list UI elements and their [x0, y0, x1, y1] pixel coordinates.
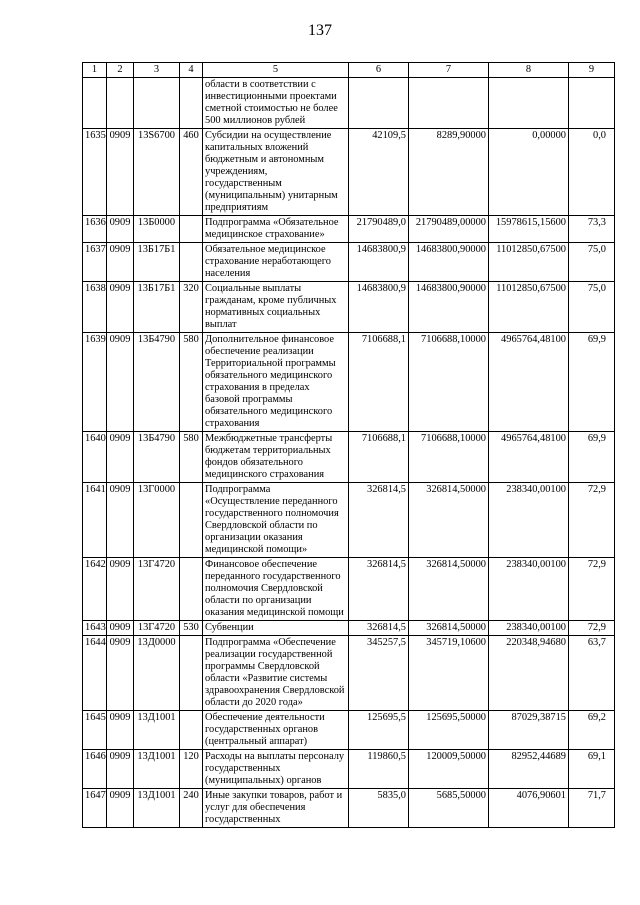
planned-amount-cell: 326814,5 [349, 558, 409, 621]
expense-type-cell [180, 216, 203, 243]
description-cell: Подпрограмма «Обеспечение реализации государственной программы Свердловской области «Развитие системы здравоохранения Свердловской области до 2020 года» [203, 636, 349, 711]
adjusted-amount-cell: 326814,50000 [409, 621, 489, 636]
executed-amount-cell [489, 78, 569, 129]
row-number-cell: 1647 [83, 789, 107, 828]
target-article-cell: 13Г4720 [134, 621, 180, 636]
section-code-cell: 0909 [107, 216, 134, 243]
executed-amount-cell: 4965764,48100 [489, 432, 569, 483]
row-number-cell: 1641 [83, 483, 107, 558]
section-code-cell: 0909 [107, 333, 134, 432]
description-cell: Иные закупки товаров, работ и услуг для обеспечения государственных [203, 789, 349, 828]
target-article-cell [134, 78, 180, 129]
executed-amount-cell: 0,00000 [489, 129, 569, 216]
table-header-row [83, 63, 615, 78]
target-article-cell: 13Б4790 [134, 333, 180, 432]
adjusted-amount-cell: 5685,50000 [409, 789, 489, 828]
description-cell: Финансовое обеспечение переданного государственного полномочия Свердловской области по организации оказания медицинской помощи [203, 558, 349, 621]
expense-type-cell: 320 [180, 282, 203, 333]
adjusted-amount-cell: 14683800,90000 [409, 282, 489, 333]
page-number: 137 [308, 22, 332, 39]
executed-amount-cell: 238340,00100 [489, 483, 569, 558]
planned-amount-cell: 21790489,0 [349, 216, 409, 243]
section-code-cell [107, 78, 134, 129]
target-article-cell: 13Д1001 [134, 750, 180, 789]
column-header: 4 [180, 63, 203, 78]
table-row [83, 78, 615, 129]
row-number-cell: 1644 [83, 636, 107, 711]
adjusted-amount-cell: 120009,50000 [409, 750, 489, 789]
row-number-cell: 1642 [83, 558, 107, 621]
percent-cell: 63,7 [569, 636, 615, 711]
adjusted-amount-cell: 21790489,00000 [409, 216, 489, 243]
table-row [83, 216, 615, 243]
section-code-cell: 0909 [107, 789, 134, 828]
planned-amount-cell: 326814,5 [349, 483, 409, 558]
adjusted-amount-cell: 345719,10600 [409, 636, 489, 711]
row-number-cell [83, 78, 107, 129]
description-cell: Субвенции [203, 621, 349, 636]
description-cell: Межбюджетные трансферты бюджетам территориальных фондов обязательного медицинского страхования [203, 432, 349, 483]
description-cell: Дополнительное финансовое обеспечение реализации Территориальной программы обязательного медицинского страхования в пределах базовой программы обязательного медицинского страхования [203, 333, 349, 432]
description-cell: области в соответствии с инвестиционными проектами сметной стоимостью не более 500 миллионов рублей [203, 78, 349, 129]
description-cell: Подпрограмма «Обязательное медицинское страхование» [203, 216, 349, 243]
percent-cell: 69,9 [569, 333, 615, 432]
planned-amount-cell: 42109,5 [349, 129, 409, 216]
planned-amount-cell: 14683800,9 [349, 282, 409, 333]
section-code-cell: 0909 [107, 282, 134, 333]
planned-amount-cell: 119860,5 [349, 750, 409, 789]
percent-cell: 75,0 [569, 243, 615, 282]
percent-cell: 69,9 [569, 432, 615, 483]
target-article-cell: 13S6700 [134, 129, 180, 216]
expense-type-cell: 530 [180, 621, 203, 636]
planned-amount-cell [349, 78, 409, 129]
row-number-cell: 1640 [83, 432, 107, 483]
target-article-cell: 13Б0000 [134, 216, 180, 243]
percent-cell: 72,9 [569, 558, 615, 621]
planned-amount-cell: 14683800,9 [349, 243, 409, 282]
description-cell: Субсидии на осуществление капитальных вложений бюджетным и автономным учреждениям, государственным (муниципальным) унитарным предприятиям [203, 129, 349, 216]
executed-amount-cell: 82952,44689 [489, 750, 569, 789]
planned-amount-cell: 125695,5 [349, 711, 409, 750]
expense-type-cell: 120 [180, 750, 203, 789]
executed-amount-cell: 87029,38715 [489, 711, 569, 750]
budget-table [82, 62, 615, 828]
expense-type-cell: 580 [180, 333, 203, 432]
executed-amount-cell: 11012850,67500 [489, 282, 569, 333]
executed-amount-cell: 238340,00100 [489, 621, 569, 636]
target-article-cell: 13Б17Б1 [134, 282, 180, 333]
expense-type-cell [180, 78, 203, 129]
expense-type-cell [180, 636, 203, 711]
row-number-cell: 1639 [83, 333, 107, 432]
adjusted-amount-cell [409, 78, 489, 129]
section-code-cell: 0909 [107, 129, 134, 216]
adjusted-amount-cell: 14683800,90000 [409, 243, 489, 282]
section-code-cell: 0909 [107, 636, 134, 711]
executed-amount-cell: 11012850,67500 [489, 243, 569, 282]
adjusted-amount-cell: 7106688,10000 [409, 432, 489, 483]
expense-type-cell [180, 243, 203, 282]
table-row [83, 789, 615, 828]
table-row [83, 711, 615, 750]
percent-cell: 73,3 [569, 216, 615, 243]
description-cell: Обеспечение деятельности государственных органов (центральный аппарат) [203, 711, 349, 750]
section-code-cell: 0909 [107, 243, 134, 282]
table-row [83, 432, 615, 483]
row-number-cell: 1638 [83, 282, 107, 333]
section-code-cell: 0909 [107, 750, 134, 789]
column-header: 6 [349, 63, 409, 78]
percent-cell: 75,0 [569, 282, 615, 333]
expense-type-cell [180, 711, 203, 750]
expense-type-cell: 580 [180, 432, 203, 483]
expense-type-cell [180, 483, 203, 558]
description-cell: Социальные выплаты гражданам, кроме публичных нормативных социальных выплат [203, 282, 349, 333]
executed-amount-cell: 15978615,15600 [489, 216, 569, 243]
section-code-cell: 0909 [107, 621, 134, 636]
column-header: 7 [409, 63, 489, 78]
planned-amount-cell: 326814,5 [349, 621, 409, 636]
table-row [83, 243, 615, 282]
column-header: 1 [83, 63, 107, 78]
column-header: 8 [489, 63, 569, 78]
section-code-cell: 0909 [107, 558, 134, 621]
target-article-cell: 13Г0000 [134, 483, 180, 558]
table-row [83, 621, 615, 636]
column-header: 9 [569, 63, 615, 78]
description-cell: Обязательное медицинское страхование неработающего населения [203, 243, 349, 282]
planned-amount-cell: 7106688,1 [349, 333, 409, 432]
column-header: 2 [107, 63, 134, 78]
executed-amount-cell: 220348,94680 [489, 636, 569, 711]
table-row [83, 282, 615, 333]
target-article-cell: 13Д1001 [134, 789, 180, 828]
row-number-cell: 1646 [83, 750, 107, 789]
executed-amount-cell: 238340,00100 [489, 558, 569, 621]
expense-type-cell: 460 [180, 129, 203, 216]
expense-type-cell: 240 [180, 789, 203, 828]
section-code-cell: 0909 [107, 432, 134, 483]
target-article-cell: 13Д1001 [134, 711, 180, 750]
description-cell: Подпрограмма «Осуществление переданного государственного полномочия Свердловской области по организации оказания медицинской помощи» [203, 483, 349, 558]
percent-cell: 69,1 [569, 750, 615, 789]
executed-amount-cell: 4965764,48100 [489, 333, 569, 432]
expense-type-cell [180, 558, 203, 621]
column-header: 3 [134, 63, 180, 78]
section-code-cell: 0909 [107, 711, 134, 750]
percent-cell: 0,0 [569, 129, 615, 216]
adjusted-amount-cell: 125695,50000 [409, 711, 489, 750]
adjusted-amount-cell: 7106688,10000 [409, 333, 489, 432]
table-row [83, 558, 615, 621]
percent-cell: 71,7 [569, 789, 615, 828]
planned-amount-cell: 7106688,1 [349, 432, 409, 483]
description-cell: Расходы на выплаты персоналу государственных (муниципальных) органов [203, 750, 349, 789]
table-row [83, 750, 615, 789]
planned-amount-cell: 345257,5 [349, 636, 409, 711]
target-article-cell: 13Б17Б1 [134, 243, 180, 282]
row-number-cell: 1637 [83, 243, 107, 282]
target-article-cell: 13Д0000 [134, 636, 180, 711]
percent-cell: 72,9 [569, 483, 615, 558]
row-number-cell: 1643 [83, 621, 107, 636]
column-header: 5 [203, 63, 349, 78]
section-code-cell: 0909 [107, 483, 134, 558]
percent-cell [569, 78, 615, 129]
adjusted-amount-cell: 326814,50000 [409, 483, 489, 558]
table-row [83, 636, 615, 711]
executed-amount-cell: 4076,90601 [489, 789, 569, 828]
target-article-cell: 13Б4790 [134, 432, 180, 483]
percent-cell: 72,9 [569, 621, 615, 636]
planned-amount-cell: 5835,0 [349, 789, 409, 828]
row-number-cell: 1645 [83, 711, 107, 750]
table-row [83, 129, 615, 216]
adjusted-amount-cell: 8289,90000 [409, 129, 489, 216]
adjusted-amount-cell: 326814,50000 [409, 558, 489, 621]
table-row [83, 483, 615, 558]
row-number-cell: 1636 [83, 216, 107, 243]
row-number-cell: 1635 [83, 129, 107, 216]
target-article-cell: 13Г4720 [134, 558, 180, 621]
percent-cell: 69,2 [569, 711, 615, 750]
table-row [83, 333, 615, 432]
